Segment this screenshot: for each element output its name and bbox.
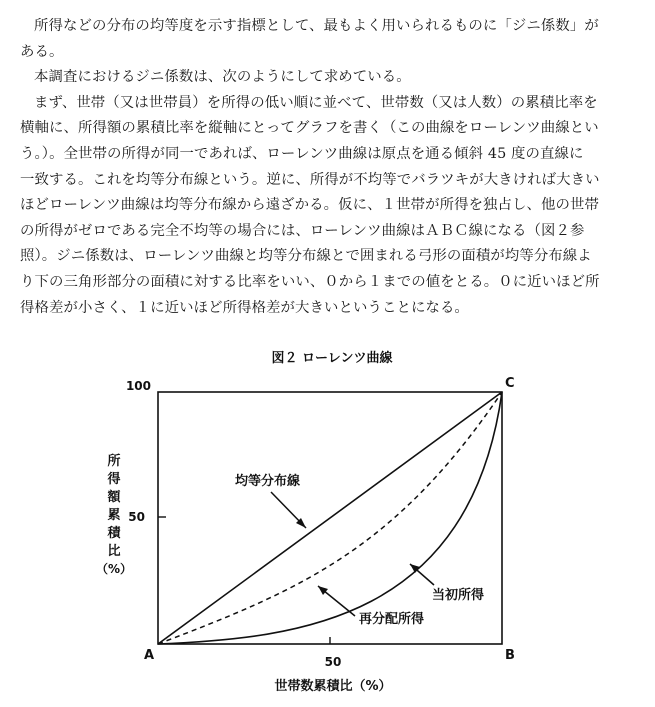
text-line: り下の三角形部分の面積に対する比率をいい、０から１までの値をとる。０に近いほど所 — [20, 273, 600, 290]
equal-distribution-line — [158, 392, 502, 644]
x-tick-50-label: 50 — [324, 655, 342, 669]
y-axis-label-char: 累 — [107, 508, 121, 523]
corner-label-c: C — [505, 376, 515, 391]
text-line: 本調査におけるジニ係数は、次のようにして求めている。 — [34, 69, 411, 86]
y-axis-label-char: （%） — [95, 562, 133, 576]
text-line: 一致する。これを均等分布線という。逆に、所得が不均等でバラツキが大きければ大きい — [20, 171, 600, 188]
y-axis-label-char: 額 — [107, 490, 121, 505]
figure-title: 図２ ローレンツ曲線 — [271, 351, 393, 366]
x-axis-label: 世帯数累積比（%） — [274, 679, 392, 694]
text-line: ほどローレンツ曲線は均等分布線から遠ざかる。仮に、１世帯が所得を独占し、他の世帯 — [20, 197, 599, 214]
text-line: ある。 — [20, 43, 64, 60]
y-tick-100-label: 100 — [125, 379, 151, 393]
text-line: 照）。ジニ係数は、ローレンツ曲線と均等分布線とで囲まれる弓形の面積が均等分布線よ — [20, 248, 592, 265]
y-tick-50-label: 50 — [128, 510, 145, 524]
text-line: う。）。全世帯の所得が同一であれば、ローレンツ曲線は原点を通る傾斜 45 度の直線に — [20, 145, 584, 162]
text-line: の所得がゼロである完全不均等の場合には、ローレンツ曲線はＡＢＣ線になる（図２参 — [20, 222, 585, 239]
y-axis-label-char: 所 — [107, 454, 121, 469]
equal-line-label: 均等分布線 — [235, 474, 301, 489]
y-axis-label-char: 積 — [107, 526, 121, 541]
body-text — [20, 14, 640, 321]
initial-income-label: 当初所得 — [432, 588, 485, 603]
lorenz-curve-figure — [0, 340, 655, 707]
text-line: まず、世帯（又は世帯員）を所得の低い順に並べて、世帯数（又は人数）の累積比率を — [34, 94, 598, 111]
text-line: 横軸に、所得額の累積比率を縦軸にとってグラフを書く（この曲線をローレンツ曲線とい — [20, 120, 599, 137]
y-axis-label-char: 得 — [107, 472, 121, 487]
corner-label-b: B — [505, 648, 515, 663]
corner-label-a: A — [144, 648, 155, 663]
text-line: 所得などの分布の均等度を示す指標として、最もよく用いられるものに「ジニ係数」が — [34, 18, 599, 34]
y-axis-label-char: 比 — [107, 544, 121, 559]
text-line: 得格差が小さく、１に近いほど所得格差が大きいということになる。 — [20, 299, 469, 316]
redistributed-income-label: 再分配所得 — [359, 612, 425, 627]
